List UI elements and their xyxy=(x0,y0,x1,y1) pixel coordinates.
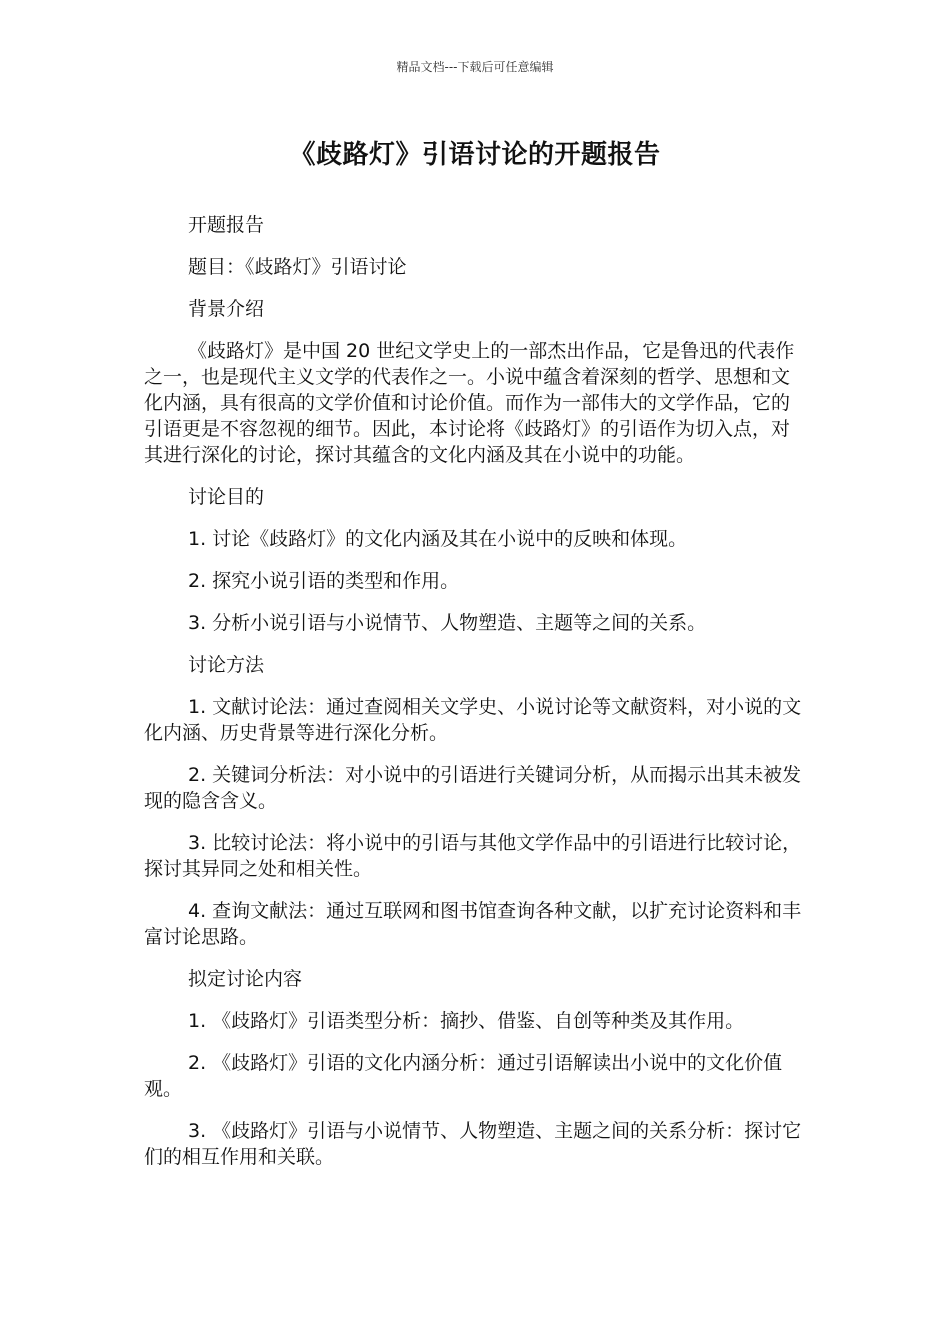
purpose-item-2: 2. 探究小说引语的类型和作用。 xyxy=(188,570,460,592)
content-item-2: 2. 《歧路灯》引语的文化内涵分析：通过引语解读出小说中的文化价值观。 xyxy=(144,1052,783,1100)
heading-purpose: 讨论目的 xyxy=(188,486,265,508)
section-label-report: 开题报告 xyxy=(188,214,265,236)
purpose-item-3: 3. 分析小说引语与小说情节、人物塑造、主题等之间的关系。 xyxy=(188,612,707,634)
heading-method: 讨论方法 xyxy=(188,654,265,676)
background-paragraph: 《歧路灯》是中国 20 世纪文学史上的一部杰出作品，它是鲁迅的代表作之一，也是现代主义文学的代表作之一。小说中蕴含着深刻的哲学、思想和文化内涵，具有很高的文学价值和讨论价值。而作为一部伟大的文学作品，它的引语更是不容忽视的细节。因此，本讨论将《歧路灯》的引语作为切入点，对其进行深化的讨论，探讨其蕴含的文化内涵及其在小说中的功能。 xyxy=(144,340,795,466)
heading-background: 背景介绍 xyxy=(188,298,265,320)
method-item-1: 1. 文献讨论法：通过查阅相关文学史、小说讨论等文献资料，对小说的文化内涵、历史背景等进行深化分析。 xyxy=(144,696,802,744)
document-body xyxy=(144,212,808,1170)
heading-content: 拟定讨论内容 xyxy=(188,968,303,990)
purpose-item-1: 1. 讨论《歧路灯》的文化内涵及其在小说中的反映和体现。 xyxy=(188,528,688,550)
method-item-4: 4. 查询文献法：通过互联网和图书馆查询各种文献，以扩充讨论资料和丰富讨论思路。 xyxy=(144,900,802,948)
document-title: 《歧路灯》引语讨论的开题报告 xyxy=(289,140,661,170)
content-item-1: 1. 《歧路灯》引语类型分析：摘抄、借鉴、自创等种类及其作用。 xyxy=(188,1010,745,1032)
method-item-3: 3. 比较讨论法：将小说中的引语与其他文学作品中的引语进行比较讨论，探讨其异同之处和相关性。 xyxy=(144,832,802,880)
header-note: 精品文档---下载后可任意编辑 xyxy=(396,60,554,74)
content-item-3: 3. 《歧路灯》引语与小说情节、人物塑造、主题之间的关系分析：探讨它们的相互作用和关联。 xyxy=(144,1120,802,1168)
topic-line: 题目：《歧路灯》引语讨论 xyxy=(188,256,407,278)
method-item-2: 2. 关键词分析法：对小说中的引语进行关键词分析，从而揭示出其未被发现的隐含含义。 xyxy=(144,764,802,812)
